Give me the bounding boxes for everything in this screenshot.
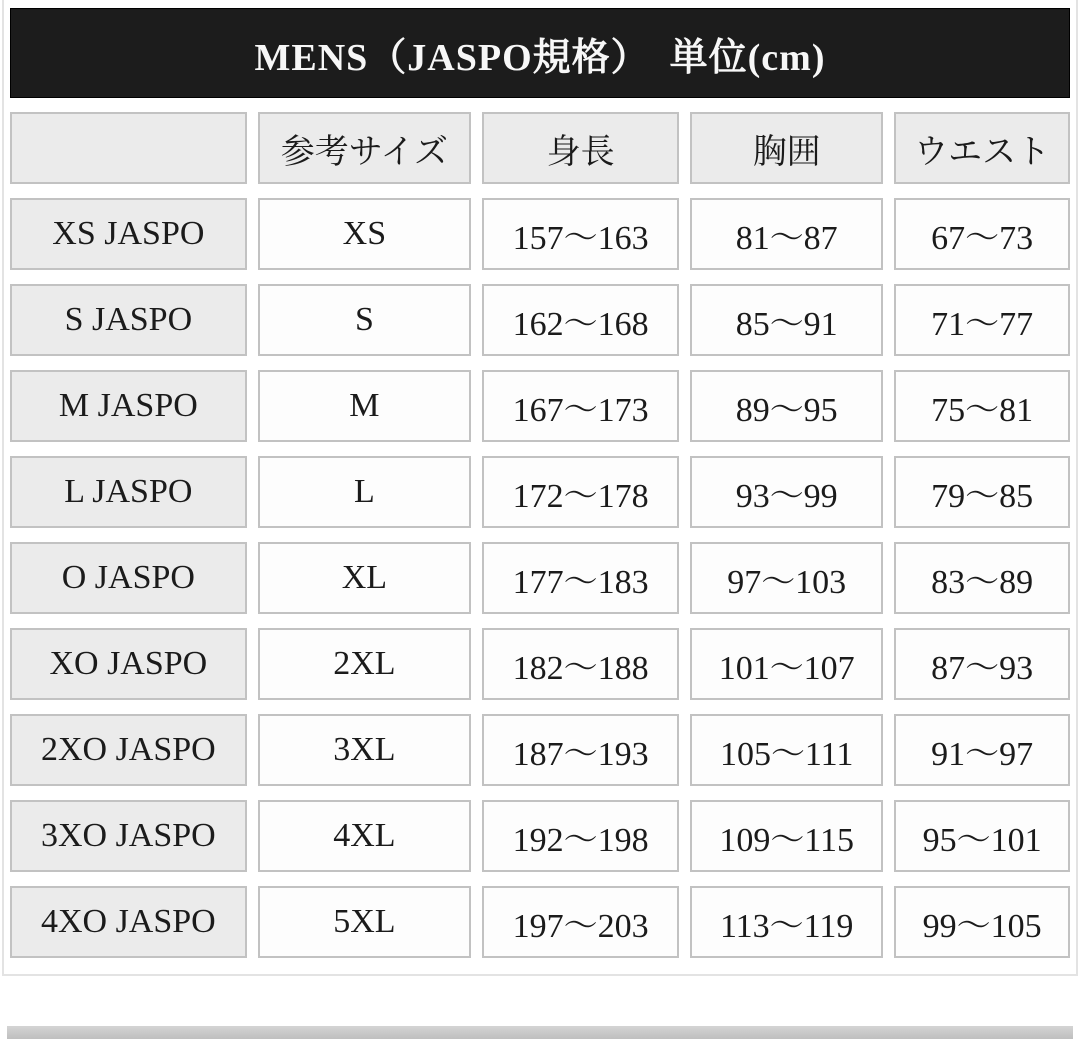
table-row: [10, 800, 1070, 872]
cell-chest: 81〜87: [690, 198, 883, 270]
table-title: MENS（JASPO規格） 単位(cm): [254, 36, 826, 79]
row-label: L JASPO: [10, 456, 247, 528]
cell-waist: 71〜77: [894, 284, 1070, 356]
row-label: 3XO JASPO: [10, 800, 247, 872]
row-label: S JASPO: [10, 284, 247, 356]
col-header-empty: [10, 112, 247, 184]
cell-chest: 97〜103: [690, 542, 883, 614]
cell-height: 187〜193: [482, 714, 679, 786]
cell-chest: 89〜95: [690, 370, 883, 442]
cell-height: 192〜198: [482, 800, 679, 872]
row-label: O JASPO: [10, 542, 247, 614]
col-header-height: 身長: [482, 112, 679, 184]
cell-waist: 75〜81: [894, 370, 1070, 442]
cell-waist: 99〜105: [894, 886, 1070, 958]
row-label: XO JASPO: [10, 628, 247, 700]
cell-height: 162〜168: [482, 284, 679, 356]
cell-height: 197〜203: [482, 886, 679, 958]
col-header-waist: ウエスト: [894, 112, 1070, 184]
cell-chest: 109〜115: [690, 800, 883, 872]
cell-chest: 93〜99: [690, 456, 883, 528]
cell-waist: 79〜85: [894, 456, 1070, 528]
cell-height: 177〜183: [482, 542, 679, 614]
cell-height: 167〜173: [482, 370, 679, 442]
size-table: [0, 98, 1080, 972]
header-row: [10, 112, 1070, 184]
row-label: M JASPO: [10, 370, 247, 442]
cell-reference-size: M: [258, 370, 471, 442]
col-header-reference-size: 参考サイズ: [258, 112, 471, 184]
cell-reference-size: S: [258, 284, 471, 356]
cell-chest: 85〜91: [690, 284, 883, 356]
col-header-chest: 胸囲: [690, 112, 883, 184]
cell-reference-size: 5XL: [258, 886, 471, 958]
table-row: [10, 370, 1070, 442]
cell-reference-size: 4XL: [258, 800, 471, 872]
size-chart-panel: [2, 0, 1078, 976]
next-section-top-edge: [7, 1026, 1073, 1039]
cell-waist: 67〜73: [894, 198, 1070, 270]
table-row: [10, 284, 1070, 356]
table-row: [10, 198, 1070, 270]
cell-reference-size: L: [258, 456, 471, 528]
cell-waist: 83〜89: [894, 542, 1070, 614]
cell-waist: 95〜101: [894, 800, 1070, 872]
table-row: [10, 714, 1070, 786]
table-row: [10, 886, 1070, 958]
cell-chest: 113〜119: [690, 886, 883, 958]
cell-reference-size: XS: [258, 198, 471, 270]
cell-reference-size: 2XL: [258, 628, 471, 700]
row-label: XS JASPO: [10, 198, 247, 270]
table-row: [10, 456, 1070, 528]
cell-reference-size: 3XL: [258, 714, 471, 786]
cell-reference-size: XL: [258, 542, 471, 614]
cell-height: 157〜163: [482, 198, 679, 270]
cell-waist: 91〜97: [894, 714, 1070, 786]
row-label: 2XO JASPO: [10, 714, 247, 786]
cell-chest: 105〜111: [690, 714, 883, 786]
table-row: [10, 542, 1070, 614]
row-label: 4XO JASPO: [10, 886, 247, 958]
cell-height: 172〜178: [482, 456, 679, 528]
cell-waist: 87〜93: [894, 628, 1070, 700]
table-title-bar: [10, 8, 1070, 98]
cell-chest: 101〜107: [690, 628, 883, 700]
table-row: [10, 628, 1070, 700]
cell-height: 182〜188: [482, 628, 679, 700]
